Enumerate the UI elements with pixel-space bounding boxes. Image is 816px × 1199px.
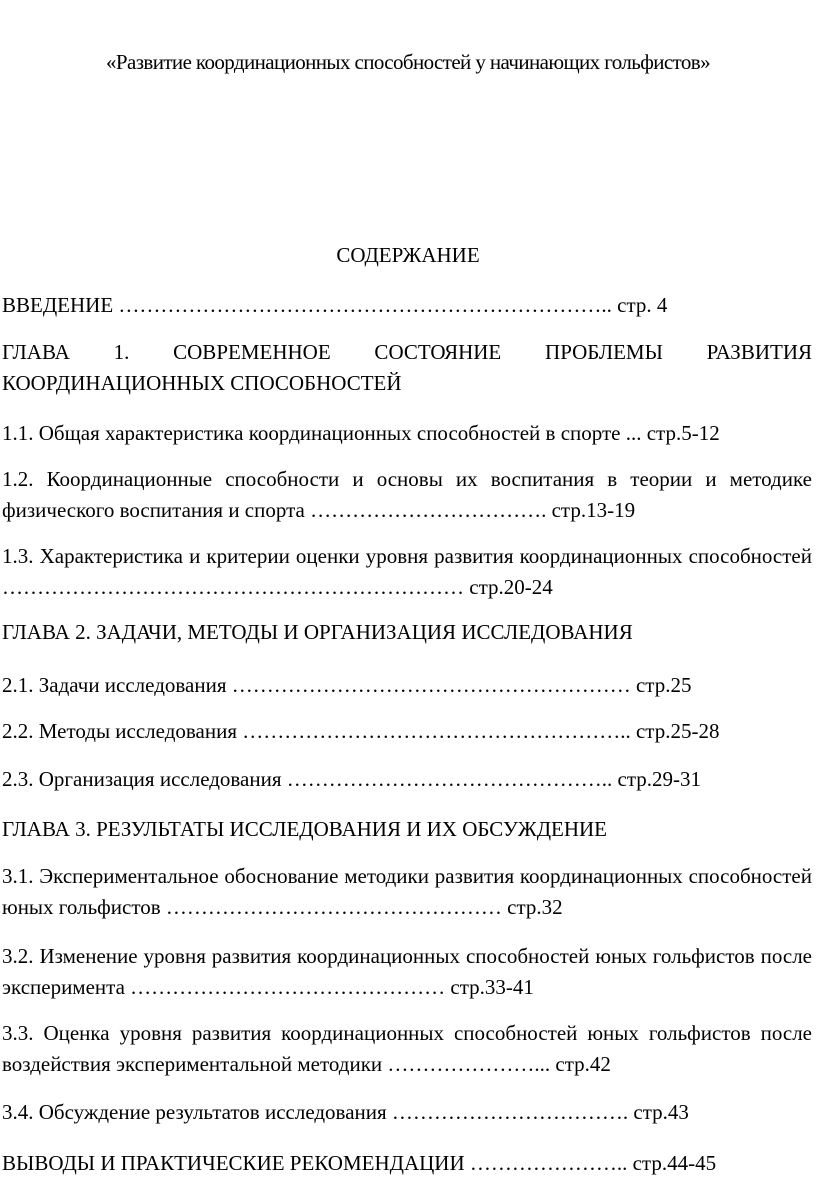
toc-entry-chapter-2: ГЛАВА 2. ЗАДАЧИ, МЕТОДЫ И ОРГАНИЗАЦИЯ ИССЛЕДОВАНИЯ: [2, 620, 633, 644]
toc-entry-chapter-1: ГЛАВА 1. СОВРЕМЕННОЕ СОСТОЯНИЕ ПРОБЛЕМЫ РАЗВИТИЯ КООРДИНАЦИОННЫХ СПОСОБНОСТЕЙ: [2, 340, 812, 395]
toc-entry-2-2: 2.2. Методы исследования ……………………………………………….. стр.25-28: [2, 719, 720, 743]
toc-entry-2-1: 2.1. Задачи исследования ………………………………………………… стр.25: [2, 673, 692, 697]
toc-entry-1-2: 1.2. Координационные способности и основы их воспитания в теории и методике физического воспитания и спорта ……………………………. стр.13-19: [2, 467, 812, 522]
toc-entry-chapter-3: ГЛАВА 3. РЕЗУЛЬТАТЫ ИССЛЕДОВАНИЯ И ИХ ОБСУЖДЕНИЕ: [2, 817, 608, 841]
toc-entry-1-3: 1.3. Характеристика и критерии оценки уровня развития координационных способностей ………………………………………………………… стр.20-24: [2, 544, 812, 599]
toc-entry-2-3: 2.3. Организация исследования ……………………………………….. стр.29-31: [2, 767, 702, 791]
toc-entry-3-4: 3.4. Обсуждение результатов исследования ……………………………. стр.43: [2, 1100, 689, 1124]
document-title: «Развитие координационных способностей у начинающих гольфистов»: [106, 50, 710, 74]
toc-entry-conclusions: ВЫВОДЫ И ПРАКТИЧЕСКИЕ РЕКОМЕНДАЦИИ ………………….. стр.44-45: [2, 1151, 717, 1175]
toc-entry-3-3: 3.3. Оценка уровня развития координационных способностей юных гольфистов после воздействия экспериментальной методики …………………... стр.42: [2, 1021, 812, 1076]
toc-heading: СОДЕРЖАНИЕ: [336, 243, 480, 267]
toc-entry-1-1: 1.1. Общая характеристика координационных способностей в спорте ... стр.5-12: [2, 421, 720, 445]
toc-entry-3-1: 3.1. Экспериментальное обоснование методики развития координационных способностей юных гольфистов ………………………………………… стр.32: [2, 864, 812, 919]
toc-entry-introduction: ВВЕДЕНИЕ …………………………………………………………….. стр. 4: [2, 293, 668, 317]
toc-entry-3-2: 3.2. Изменение уровня развития координационных способностей юных гольфистов после эксперимента ……………………………………… стр.33-41: [2, 944, 812, 999]
